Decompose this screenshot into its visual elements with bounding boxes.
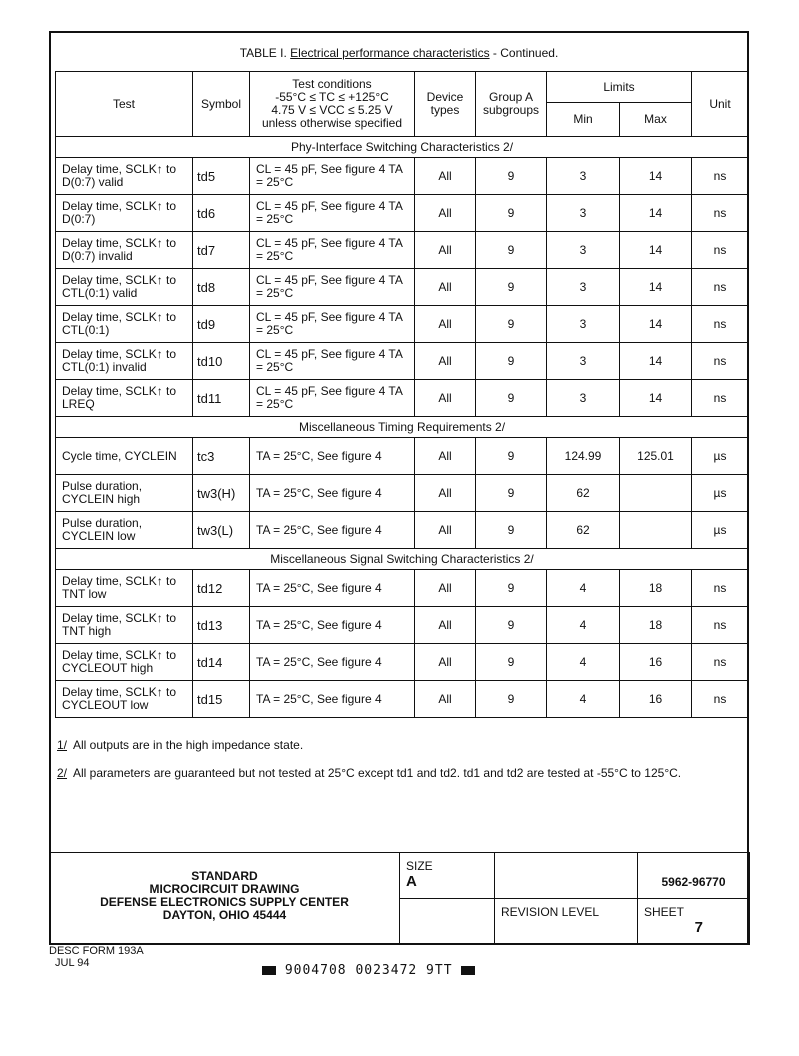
unit-cell: ns	[692, 232, 749, 269]
test-cell: Delay time, SCLK↑ to CTL(0:1)	[56, 306, 193, 343]
subgroup-cell: 9	[476, 158, 547, 195]
form-id-line2: JUL 94	[55, 957, 90, 969]
subgroup-cell: 9	[476, 438, 547, 475]
barcode-block-right	[461, 966, 475, 975]
device-type-cell: All	[415, 306, 476, 343]
limit-min-cell: 3	[547, 195, 620, 232]
unit-cell: ns	[692, 380, 749, 417]
header-cond-line4: unless otherwise specified	[261, 116, 403, 130]
size-cell	[400, 853, 495, 899]
barcode-text: 9004708 0023472 9TT	[284, 963, 453, 978]
header-symbol: Symbol	[193, 72, 250, 137]
size-label: SIZE	[406, 859, 433, 873]
symbol-cell: td14	[193, 644, 250, 681]
section-header-row	[56, 417, 749, 438]
table-row	[56, 438, 749, 475]
unit-cell: µs	[692, 512, 749, 549]
limit-min-cell: 4	[547, 570, 620, 607]
barcode-block-left	[262, 966, 276, 975]
table-row	[56, 475, 749, 512]
note-1-number: 1/	[57, 738, 68, 752]
limit-min-cell: 3	[547, 306, 620, 343]
symbol-cell: tw3(L)	[193, 512, 250, 549]
section-title: Phy-Interface Switching Characteristics 2/	[56, 137, 749, 158]
note-1-text: All outputs are in the high impedance state.	[73, 738, 304, 752]
unit-cell: ns	[692, 306, 749, 343]
revision-cell	[495, 899, 638, 945]
note-1	[57, 738, 757, 752]
conditions-cell: TA = 25°C, See figure 4	[250, 570, 415, 607]
device-type-cell: All	[415, 475, 476, 512]
limit-min-cell: 3	[547, 158, 620, 195]
limit-max-cell: 14	[620, 343, 692, 380]
form-id-line1: DESC FORM 193A	[49, 945, 144, 957]
header-cond-line3: 4.75 V ≤ VCC ≤ 5.25 V	[271, 103, 393, 117]
conditions-cell: CL = 45 pF, See figure 4 TA = 25°C	[250, 269, 415, 306]
device-type-cell: All	[415, 438, 476, 475]
subgroup-cell: 9	[476, 306, 547, 343]
limit-max-cell: 16	[620, 681, 692, 718]
conditions-cell: TA = 25°C, See figure 4	[250, 438, 415, 475]
conditions-cell: CL = 45 pF, See figure 4 TA = 25°C	[250, 158, 415, 195]
unit-cell: ns	[692, 607, 749, 644]
subgroup-cell: 9	[476, 343, 547, 380]
drawing-number: 5962-96770	[638, 853, 750, 899]
table-row	[56, 681, 749, 718]
test-cell: Delay time, SCLK↑ to LREQ	[56, 380, 193, 417]
limit-max-cell: 14	[620, 195, 692, 232]
unit-cell: ns	[692, 681, 749, 718]
blank-cell	[495, 853, 638, 899]
subgroup-cell: 9	[476, 681, 547, 718]
header-device: Device types	[415, 72, 476, 137]
table-row	[56, 380, 749, 417]
unit-cell: ns	[692, 644, 749, 681]
symbol-cell: td11	[193, 380, 250, 417]
symbol-cell: td6	[193, 195, 250, 232]
symbol-cell: td8	[193, 269, 250, 306]
section-header-row	[56, 137, 749, 158]
limit-min-cell: 3	[547, 269, 620, 306]
table-row	[56, 343, 749, 380]
section-title: Miscellaneous Timing Requirements 2/	[56, 417, 749, 438]
header-conditions	[250, 72, 415, 137]
unit-cell: µs	[692, 438, 749, 475]
conditions-cell: TA = 25°C, See figure 4	[250, 644, 415, 681]
limit-max-cell: 14	[620, 269, 692, 306]
limit-max-cell: 18	[620, 570, 692, 607]
limit-min-cell: 124.99	[547, 438, 620, 475]
unit-cell: ns	[692, 195, 749, 232]
symbol-cell: td7	[193, 232, 250, 269]
symbol-cell: tc3	[193, 438, 250, 475]
limit-min-cell: 3	[547, 343, 620, 380]
table-title	[51, 46, 747, 60]
sheet-cell	[638, 899, 750, 945]
device-type-cell: All	[415, 380, 476, 417]
limit-min-cell: 4	[547, 644, 620, 681]
conditions-cell: CL = 45 pF, See figure 4 TA = 25°C	[250, 195, 415, 232]
conditions-cell: CL = 45 pF, See figure 4 TA = 25°C	[250, 380, 415, 417]
device-type-cell: All	[415, 269, 476, 306]
device-type-cell: All	[415, 607, 476, 644]
header-max: Max	[620, 103, 692, 137]
device-type-cell: All	[415, 681, 476, 718]
symbol-cell: td9	[193, 306, 250, 343]
notes	[57, 738, 757, 794]
table-row	[56, 158, 749, 195]
conditions-cell: CL = 45 pF, See figure 4 TA = 25°C	[250, 306, 415, 343]
sheet-label: SHEET	[644, 905, 685, 919]
subgroup-cell: 9	[476, 475, 547, 512]
symbol-cell: td13	[193, 607, 250, 644]
test-cell: Delay time, SCLK↑ to CTL(0:1) invalid	[56, 343, 193, 380]
header-limits: Limits	[547, 72, 692, 103]
header-test: Test	[56, 72, 193, 137]
empty-size-cell	[400, 899, 495, 945]
header-group: Group A subgroups	[476, 72, 547, 137]
subgroup-cell: 9	[476, 232, 547, 269]
limit-min-cell: 4	[547, 681, 620, 718]
table-title-suffix: - Continued.	[489, 46, 559, 60]
limit-max-cell: 14	[620, 232, 692, 269]
note-2	[57, 766, 757, 780]
unit-cell: ns	[692, 269, 749, 306]
standard-block	[50, 853, 400, 945]
limit-max-cell: 18	[620, 607, 692, 644]
section-title: Miscellaneous Signal Switching Characteristics 2/	[56, 549, 749, 570]
conditions-cell: CL = 45 pF, See figure 4 TA = 25°C	[250, 343, 415, 380]
test-cell: Cycle time, CYCLEIN	[56, 438, 193, 475]
table-row	[56, 195, 749, 232]
table-title-underlined: Electrical performance characteristics	[290, 46, 490, 60]
unit-cell: ns	[692, 570, 749, 607]
device-type-cell: All	[415, 232, 476, 269]
symbol-cell: td5	[193, 158, 250, 195]
conditions-cell: CL = 45 pF, See figure 4 TA = 25°C	[250, 232, 415, 269]
limit-min-cell: 3	[547, 380, 620, 417]
conditions-cell: TA = 25°C, See figure 4	[250, 475, 415, 512]
standard-line3: DEFENSE ELECTRONICS SUPPLY CENTER	[100, 895, 349, 909]
title-block	[49, 852, 750, 945]
test-cell: Delay time, SCLK↑ to D(0:7) valid	[56, 158, 193, 195]
limit-min-cell: 3	[547, 232, 620, 269]
table-row	[56, 232, 749, 269]
header-unit: Unit	[692, 72, 749, 137]
subgroup-cell: 9	[476, 607, 547, 644]
device-type-cell: All	[415, 512, 476, 549]
test-cell: Delay time, SCLK↑ to D(0:7)	[56, 195, 193, 232]
device-type-cell: All	[415, 644, 476, 681]
header-cond-line1: Test conditions	[292, 77, 372, 91]
form-id	[49, 945, 144, 969]
standard-line1: STANDARD	[191, 869, 258, 883]
test-cell: Pulse duration, CYCLEIN high	[56, 475, 193, 512]
conditions-cell: TA = 25°C, See figure 4	[250, 681, 415, 718]
test-cell: Pulse duration, CYCLEIN low	[56, 512, 193, 549]
limit-max-cell: 125.01	[620, 438, 692, 475]
conditions-cell: TA = 25°C, See figure 4	[250, 512, 415, 549]
test-cell: Delay time, SCLK↑ to TNT low	[56, 570, 193, 607]
test-cell: Delay time, SCLK↑ to CTL(0:1) valid	[56, 269, 193, 306]
table-row	[56, 306, 749, 343]
limit-max-cell	[620, 512, 692, 549]
symbol-cell: td15	[193, 681, 250, 718]
limit-max-cell: 14	[620, 380, 692, 417]
limit-max-cell: 16	[620, 644, 692, 681]
subgroup-cell: 9	[476, 380, 547, 417]
subgroup-cell: 9	[476, 269, 547, 306]
device-type-cell: All	[415, 158, 476, 195]
limit-max-cell	[620, 475, 692, 512]
sheet-value: 7	[694, 919, 703, 936]
table-title-prefix: TABLE I.	[239, 46, 287, 60]
revision-label: REVISION LEVEL	[501, 905, 600, 919]
unit-cell: ns	[692, 343, 749, 380]
limit-max-cell: 14	[620, 306, 692, 343]
device-type-cell: All	[415, 195, 476, 232]
test-cell: Delay time, SCLK↑ to D(0:7) invalid	[56, 232, 193, 269]
barcode	[262, 963, 475, 978]
header-row	[56, 72, 749, 103]
symbol-cell: td10	[193, 343, 250, 380]
table-row	[56, 269, 749, 306]
size-value: A	[406, 873, 417, 890]
test-cell: Delay time, SCLK↑ to CYCLEOUT high	[56, 644, 193, 681]
limit-min-cell: 4	[547, 607, 620, 644]
unit-cell: µs	[692, 475, 749, 512]
table-body	[56, 137, 749, 718]
subgroup-cell: 9	[476, 644, 547, 681]
table-row	[56, 644, 749, 681]
test-cell: Delay time, SCLK↑ to CYCLEOUT low	[56, 681, 193, 718]
subgroup-cell: 9	[476, 195, 547, 232]
table-row	[56, 607, 749, 644]
conditions-cell: TA = 25°C, See figure 4	[250, 607, 415, 644]
device-type-cell: All	[415, 570, 476, 607]
limit-min-cell: 62	[547, 475, 620, 512]
subgroup-cell: 9	[476, 512, 547, 549]
symbol-cell: td12	[193, 570, 250, 607]
note-2-text: All parameters are guaranteed but not tested at 25°C except td1 and td2. td1 and td2 are tested at -55°C to 125°C.	[73, 766, 682, 780]
subgroup-cell: 9	[476, 570, 547, 607]
header-cond-line2: -55°C ≤ TC ≤ +125°C	[275, 90, 389, 104]
device-type-cell: All	[415, 343, 476, 380]
table-row	[56, 512, 749, 549]
limit-max-cell: 14	[620, 158, 692, 195]
standard-line4: DAYTON, OHIO 45444	[162, 908, 287, 922]
standard-line2: MICROCIRCUIT DRAWING	[149, 882, 300, 896]
note-2-number: 2/	[57, 766, 68, 780]
section-header-row	[56, 549, 749, 570]
limit-min-cell: 62	[547, 512, 620, 549]
characteristics-table	[55, 71, 749, 718]
test-cell: Delay time, SCLK↑ to TNT high	[56, 607, 193, 644]
symbol-cell: tw3(H)	[193, 475, 250, 512]
header-min: Min	[547, 103, 620, 137]
table-row	[56, 570, 749, 607]
unit-cell: ns	[692, 158, 749, 195]
